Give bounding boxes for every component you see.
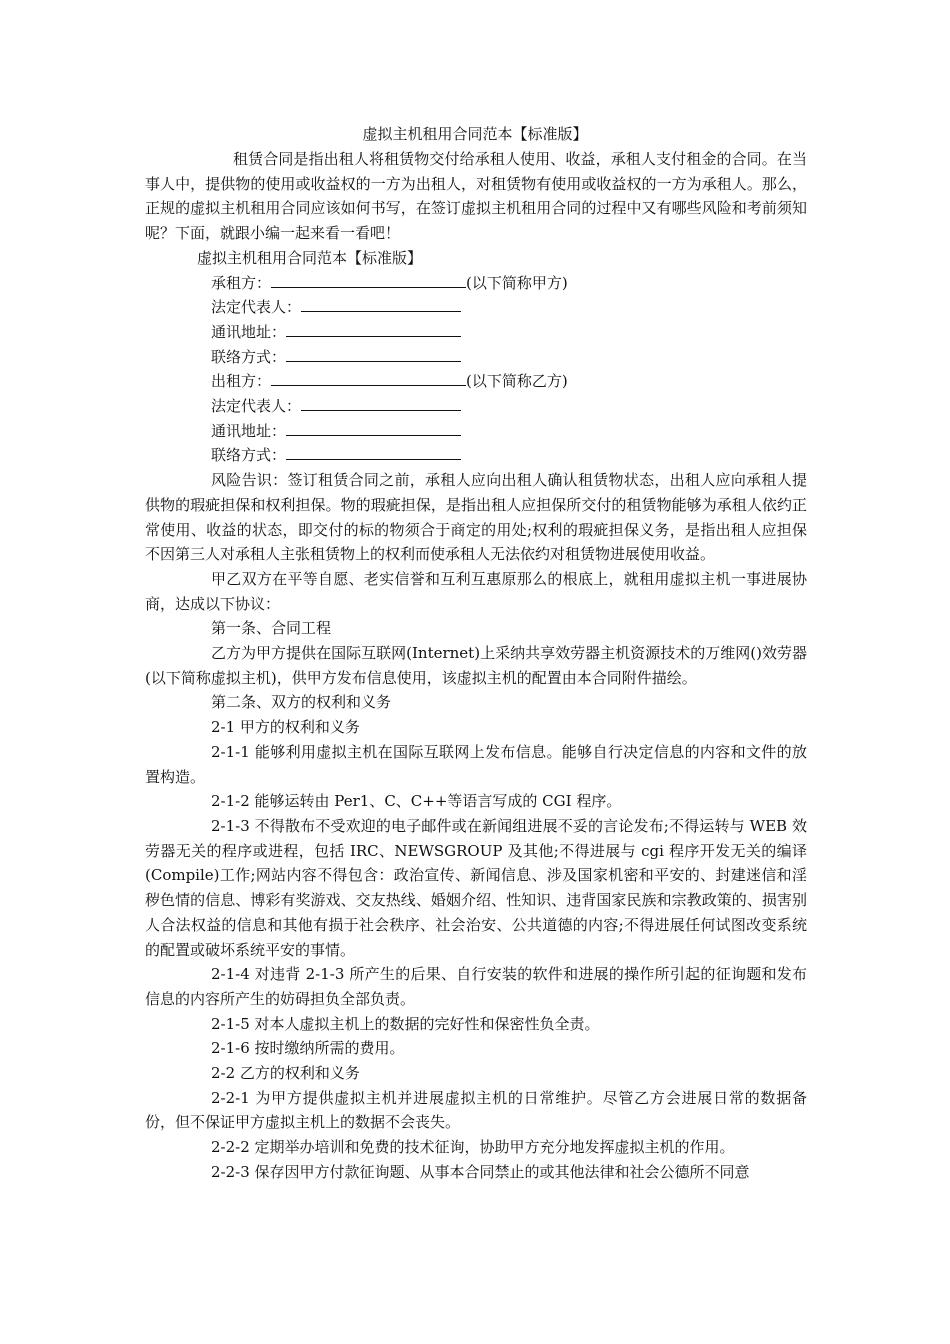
intro-paragraph: 租赁合同是指出租人将租赁物交付给承租人使用、收益，承租人支付租金的合同。在当事人中，提供物的使用或收益权的一方为出租人，对租赁物有使用或收益权的一方为承租人。那么，正规的虚拟主机租用合同应该如何书写，在签订虚拟主机租用合同的过程中又有哪些风险和考前须知呢？下面，就跟小编一起来看一看吧！ [145, 150, 807, 243]
lessor-addr-label: 通讯地址： [211, 421, 287, 440]
lessee-contact-label: 联络方式： [211, 347, 287, 366]
lessee-suffix: (以下简称甲方) [466, 273, 568, 292]
lessee-contact-blank-line [286, 346, 461, 362]
clause-2-1-6: 2-1-6 按时缴纳所需的费用。 [211, 1039, 405, 1058]
lessee-blank-line [271, 272, 466, 288]
lessee-field [145, 271, 807, 296]
clause-2-1-1: 2-1-1 能够利用虚拟主机在国际互联网上发布信息。能够自行决定信息的内容和文件的放置构造。 [145, 742, 807, 786]
lessee-addr-label: 通讯地址： [211, 322, 287, 341]
clause-2-1-3: 2-1-3 不得散布不受欢迎的电子邮件或在新闻组进展不妥的言论发布;不得运转与 WEB 效劳器无关的程序或进程，包括 IRC、NEWSGROUP 及其他;不得进展与 cgi 程序开发无关的编译(Compile)工作;网站内容不得包含：政治宣传、新闻信息、涉及国家机密和平安的、封建迷信和淫秽色情的信息、博彩有奖游戏、交友热线、婚姻介绍、性知识、违背国家民族和宗教政策的、损害别人合法权益的信息和其他有损于社会秩序、社会治安、公共道德的内容;不得进展任何试图改变系统的配置或破坏系统平安的事情。 [145, 816, 807, 959]
lessor-addr-field [145, 419, 807, 444]
lessor-rep-blank-line [301, 395, 461, 411]
clause-2-1-2: 2-1-2 能够运转由 Per1、C、C++等语言写成的 CGI 程序。 [211, 792, 622, 811]
lessee-label: 承租方： [211, 273, 272, 292]
lessor-contact-label: 联络方式： [211, 446, 287, 465]
lessor-contact-field [145, 443, 807, 468]
clause-2-2-2: 2-2-2 定期举办培训和免费的技术征询，协助甲方充分地发挥虚拟主机的作用。 [211, 1138, 735, 1157]
document-body [145, 147, 807, 1185]
lessee-addr-field [145, 320, 807, 345]
article-1-paragraph: 乙方为甲方提供在国际互联网(Internet)上采纳共享效劳器主机资源技术的万维网()效劳器(以下简称虚拟主机)，供甲方发布信息使用，该虚拟主机的配置由本合同附件描绘。 [145, 644, 807, 687]
article-1-heading: 第一条、合同工程 [211, 619, 332, 638]
lessor-rep-label: 法定代表人： [211, 397, 302, 416]
section-2-2-heading: 2-2 乙方的权利和义务 [211, 1064, 360, 1083]
agreement-paragraph: 甲乙双方在平等自愿、老实信誉和互利互惠原那么的根底上，就租用虚拟主机一事进展协商，达成以下协议： [145, 569, 807, 613]
risk-notice-paragraph: 风险告识：签订租赁合同之前，承租人应向出租人确认租赁物状态，出租人应向承租人提供物的瑕疵担保和权利担保。物的瑕疵担保，是指出租人应担保所交付的租赁物能够为承租人依约正常使用、收益的状态，即交付的标的物须合于商定的用处;权利的瑕疵担保义务，是指出租人应担保不因第三人对承租人主张租赁物上的权利而使承租人无法依约对租赁物进展使用收益。 [145, 471, 807, 564]
document-title: 虚拟主机租用合同范本【标准版】 [362, 125, 588, 143]
lessee-contact-field [145, 345, 807, 370]
lessor-label: 出租方： [211, 372, 272, 391]
lessee-rep-blank-line [301, 296, 461, 312]
lessor-addr-blank-line [286, 420, 461, 436]
clause-2-2-1: 2-2-1 为甲方提供虚拟主机并进展虚拟主机的日常维护。尽管乙方会进展日常的数据备份，但不保证甲方虚拟主机上的数据不会丧失。 [145, 1088, 807, 1132]
lessor-suffix: (以下简称乙方) [466, 372, 568, 391]
lessor-field [145, 369, 807, 394]
contract-subtitle: 虚拟主机租用合同范本【标准版】 [197, 248, 423, 267]
lessee-rep-label: 法定代表人： [211, 298, 302, 317]
lessor-rep-field [145, 394, 807, 419]
clause-2-1-4: 2-1-4 对违背 2-1-3 所产生的后果、自行安装的软件和进展的操作所引起的征询题和发布信息的内容所产生的妨碍担负全部负责。 [145, 965, 807, 1008]
section-2-1-heading: 2-1 甲方的权利和义务 [211, 718, 360, 737]
lessor-blank-line [271, 370, 466, 386]
lessee-rep-field [145, 295, 807, 320]
article-2-heading: 第二条、双方的权利和义务 [211, 693, 392, 712]
clause-2-2-3: 2-2-3 保存因甲方付款征询题、从事本合同禁止的或其他法律和社会公德所不同意 [211, 1162, 750, 1181]
lessor-contact-blank-line [286, 444, 461, 460]
clause-2-1-5: 2-1-5 对本人虚拟主机上的数据的完好性和保密性负全责。 [211, 1014, 600, 1033]
lessee-addr-blank-line [286, 321, 461, 337]
